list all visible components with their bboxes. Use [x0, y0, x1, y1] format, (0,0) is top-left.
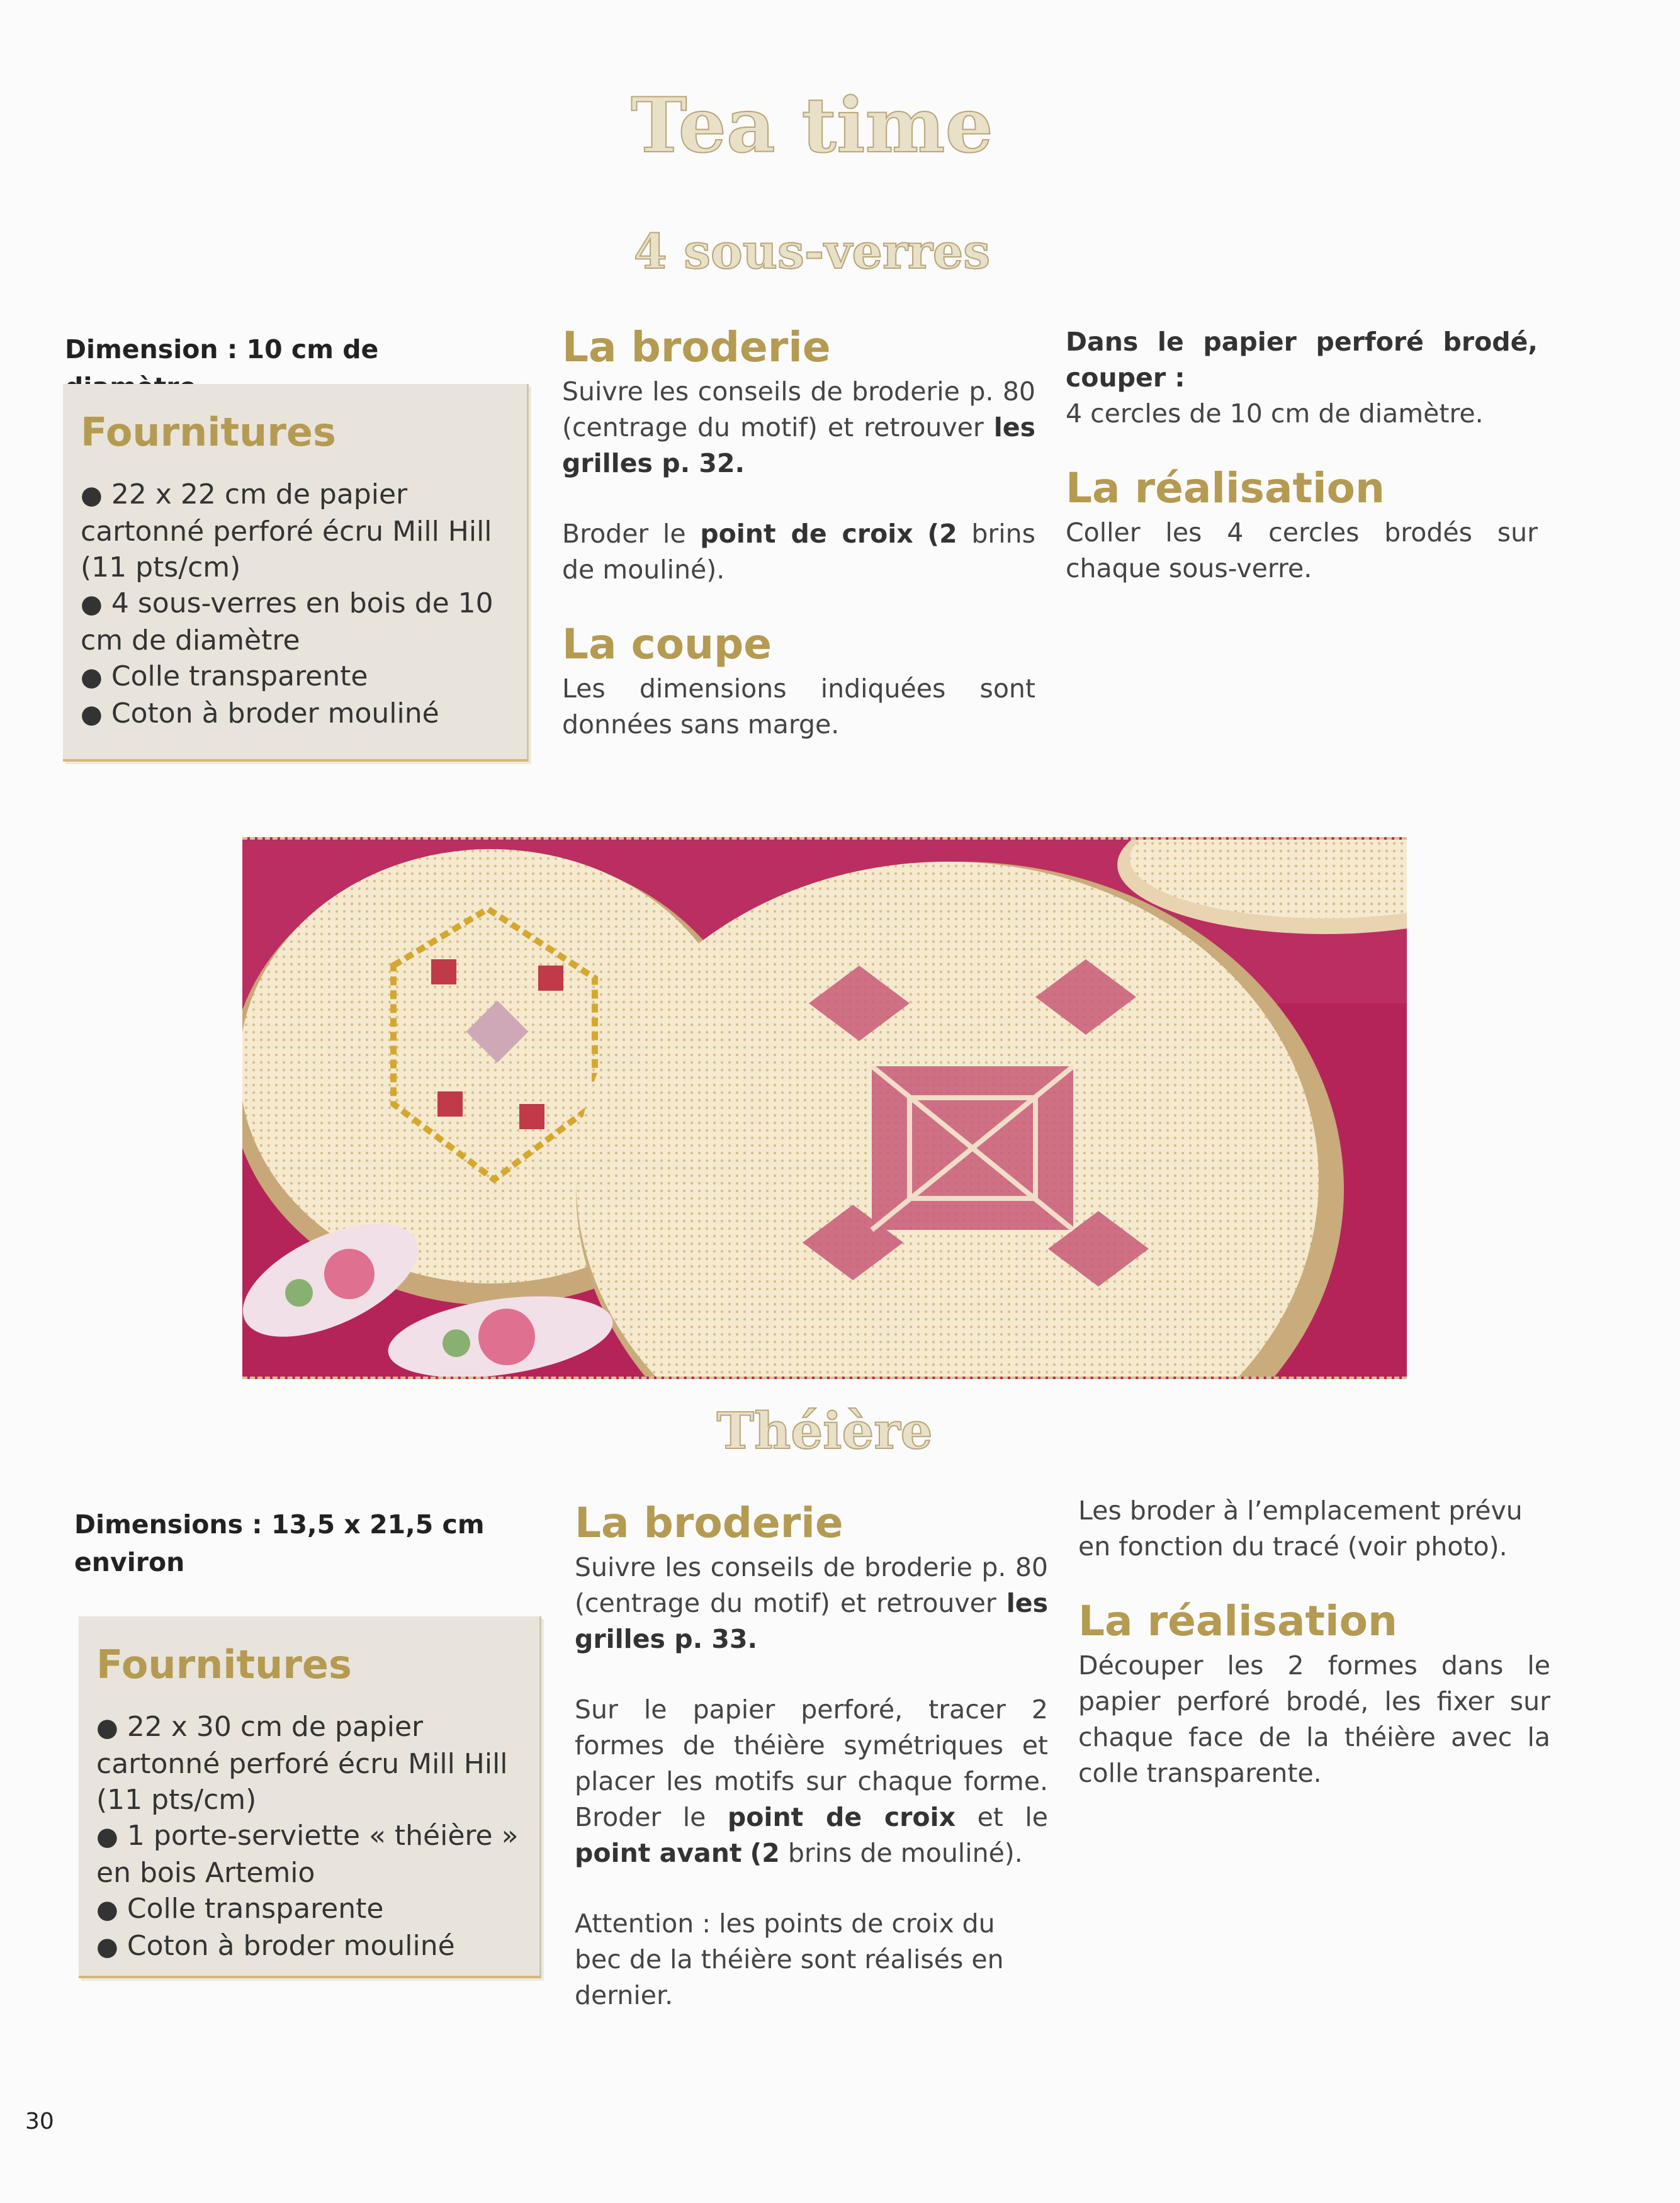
- column3-block: [1066, 324, 1538, 587]
- attention-note: Attention : les points de croix du bec de la théière sont réalisés en dernier.: [575, 1908, 1004, 2010]
- page-title: Tea time: [631, 81, 993, 170]
- fournitures-list-2: [96, 1709, 539, 1965]
- list-item: ● Colle transparente: [96, 1893, 384, 1925]
- realisation-heading-2: La réalisation: [1078, 1597, 1397, 1645]
- list-item: ● 1 porte-serviette « théière » en bois Artemio: [96, 1820, 519, 1889]
- list-item: ● 22 x 30 cm de papier cartonné perforé écru Mill Hill (11 pts/cm): [96, 1711, 508, 1816]
- fournitures-box: [63, 384, 529, 762]
- broderie-text: Suivre les conseils de broderie p. 80 (centrage du motif) et retrouver les grilles p. 32.: [562, 376, 1035, 478]
- realisation-text: Coller les 4 cercles brodés sur chaque sous-verre.: [1066, 517, 1538, 583]
- realisation-text-2: Découper les 2 formes dans le papier perforé brodé, les fixer sur chaque face de la théière avec la colle transparente.: [1078, 1650, 1550, 1788]
- broderie-block-2: [575, 1497, 1048, 2014]
- realisation-heading: La réalisation: [1066, 464, 1385, 512]
- fournitures-heading: Fournitures: [81, 409, 336, 455]
- decoupe-instruction: Dans le papier perforé brodé, couper :: [1066, 327, 1538, 393]
- page-number: 30: [25, 2109, 54, 2134]
- broderie-text-2: Broder le point de croix (2 brins de mouliné).: [562, 519, 1035, 585]
- section-title-theiere: Théière: [716, 1401, 933, 1460]
- list-item: ● Coton à broder mouliné: [96, 1930, 455, 1962]
- fournitures-box-2: [79, 1616, 541, 1978]
- dimension-label: Dimension : 10 cm de: [65, 334, 379, 364]
- fournitures-heading-2: Fournitures: [96, 1642, 352, 1687]
- list-item: ● Coton à broder mouliné: [81, 697, 439, 730]
- coupe-heading: La coupe: [562, 620, 772, 668]
- fournitures-list: [81, 476, 527, 733]
- coasters-photo: [242, 837, 1407, 1379]
- coupe-text: Les dimensions indiquées sont données sans marge.: [562, 673, 1035, 740]
- broderie-text-2b: Sur le papier perforé, tracer 2 formes de théière symétriques et placer les motifs sur chaque forme. Broder le point de croix et le point avant (2 brins de mouliné).: [575, 1694, 1048, 1868]
- broderie-heading-2: La broderie: [575, 1499, 843, 1547]
- list-item: ● 4 sous-verres en bois de 10 cm de diamètre: [81, 587, 493, 656]
- column3-block-2: [1078, 1493, 1550, 1791]
- broderie-heading: La broderie: [562, 323, 831, 371]
- list-item: ● 22 x 22 cm de papier cartonné perforé écru Mill Hill (11 pts/cm): [81, 478, 492, 583]
- dimensions-label: Dimensions : 13,5 x 21,5 cm environ: [74, 1509, 485, 1577]
- broderie-block: [562, 321, 1035, 743]
- section-title-sous-verres: 4 sous-verres: [633, 223, 991, 279]
- decoupe-text: 4 cercles de 10 cm de diamètre.: [1066, 398, 1484, 429]
- coasters-illustration: [242, 840, 1407, 1377]
- emplacement-text: Les broder à l’emplacement prévu en fonction du tracé (voir photo).: [1078, 1496, 1523, 1562]
- broderie-text-2a: Suivre les conseils de broderie p. 80 (centrage du motif) et retrouver les grilles p. 33.: [575, 1552, 1048, 1654]
- list-item: ● Colle transparente: [81, 660, 368, 692]
